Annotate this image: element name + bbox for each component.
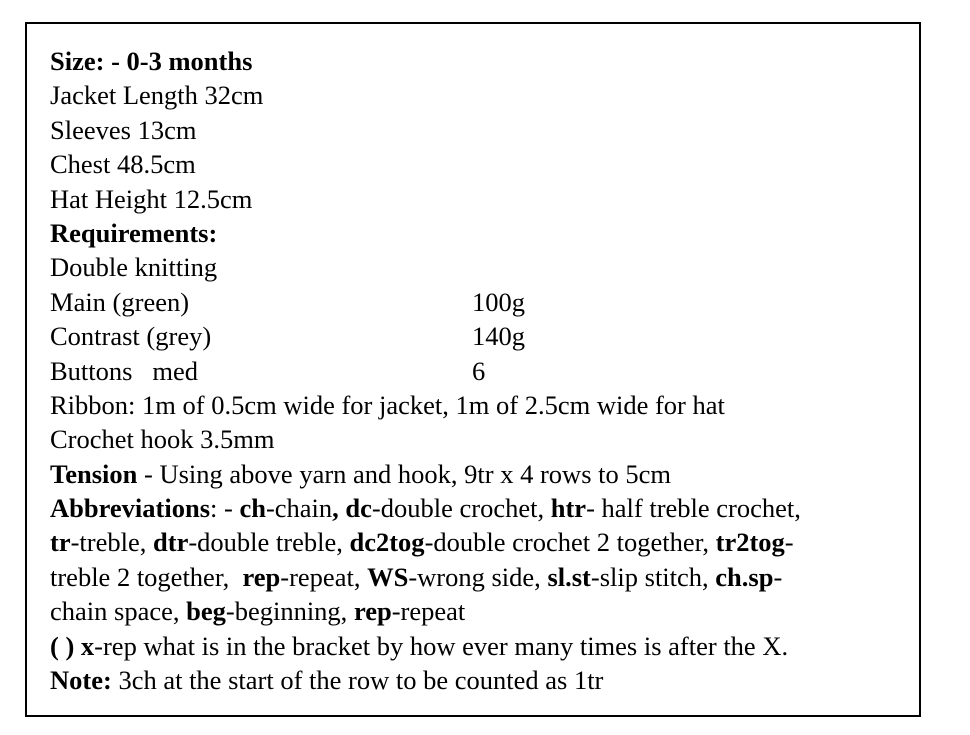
abbreviations-line	[50, 491, 910, 525]
yarn-type: Double knitting	[50, 252, 218, 283]
requirement-qty: 140g	[472, 321, 525, 352]
crochet-hook: Crochet hook 3.5mm	[50, 424, 275, 455]
abbreviation-meaning: -beginning,	[225, 596, 354, 627]
abbreviation-separator: ,	[332, 493, 346, 524]
bracket-note-line	[50, 629, 910, 663]
ribbon-requirement: Ribbon: 1m of 0.5cm wide for jacket, 1m of 2.5cm wide for hat	[50, 389, 725, 420]
requirement-qty: 6	[472, 355, 486, 386]
abbreviation-term: dc2tog	[349, 527, 425, 558]
abbreviation-meaning: -chain	[265, 493, 333, 524]
requirements-heading: Requirements:	[50, 217, 218, 248]
abbreviation-term: tr2tog	[715, 527, 785, 558]
abbreviation-term: htr	[550, 493, 587, 524]
abbreviation-meaning: - half treble crochet,	[586, 493, 801, 524]
abbreviations-line	[50, 560, 910, 594]
requirement-row	[50, 354, 910, 388]
abbreviation-meaning: -	[784, 527, 794, 558]
abbreviation-meaning: -repeat	[391, 596, 466, 627]
abbreviations-line	[50, 594, 910, 628]
abbreviation-term: dtr	[153, 527, 189, 558]
abbreviation-term: sl.st	[547, 561, 591, 592]
abbreviation-term: ch.sp	[715, 561, 774, 592]
requirement-name: Contrast (grey)	[50, 321, 212, 352]
bracket-note-label: ( ) x	[50, 630, 95, 661]
chest-size: Chest 48.5cm	[50, 149, 196, 180]
sleeves-length: Sleeves 13cm	[50, 114, 197, 145]
abbreviation-meaning: -treble,	[70, 527, 153, 558]
abbreviation-meaning: -double treble,	[188, 527, 350, 558]
abbreviation-term: rep	[242, 561, 281, 592]
abbreviation-term: ch	[239, 493, 266, 524]
abbreviation-meaning: -wrong side,	[408, 561, 548, 592]
abbreviation-term: rep	[353, 596, 392, 627]
note-line	[50, 663, 910, 697]
abbreviation-term: WS	[367, 561, 409, 592]
abbreviation-meaning: treble 2 together,	[50, 561, 243, 592]
bracket-note-text: -rep what is in the bracket by how ever many times is after the X.	[94, 630, 789, 661]
pattern-text	[50, 44, 910, 697]
hat-height: Hat Height 12.5cm	[50, 183, 253, 214]
size-heading: Size: - 0-3 months	[50, 46, 253, 76]
abbreviations-intro: : -	[210, 493, 240, 524]
abbreviation-meaning: -repeat,	[280, 561, 368, 592]
abbreviations-label: Abbreviations	[50, 493, 211, 524]
requirement-row	[50, 285, 910, 319]
abbreviation-meaning: -double crochet,	[371, 493, 551, 524]
requirement-qty: 100g	[472, 286, 525, 317]
abbreviation-meaning: -slip stitch,	[590, 561, 716, 592]
jacket-length: Jacket Length 32cm	[50, 80, 264, 111]
abbreviation-term: tr	[50, 527, 71, 558]
abbreviations-line	[50, 525, 910, 559]
abbreviation-term: dc	[345, 493, 372, 524]
requirement-name: Buttons med	[50, 355, 198, 386]
note-text: 3ch at the start of the row to be counted as 1tr	[111, 665, 604, 696]
tension-text: - Using above yarn and hook, 9tr x 4 rows to 5cm	[137, 458, 671, 489]
requirement-row	[50, 319, 910, 353]
abbreviation-meaning: chain space,	[50, 596, 187, 627]
requirement-name: Main (green)	[50, 286, 190, 317]
tension-label: Tension	[50, 458, 138, 489]
tension-line	[50, 457, 910, 491]
abbreviation-meaning: -	[773, 561, 783, 592]
note-label: Note:	[50, 665, 112, 696]
abbreviation-meaning: -double crochet 2 together,	[424, 527, 716, 558]
abbreviation-term: beg	[186, 596, 226, 627]
